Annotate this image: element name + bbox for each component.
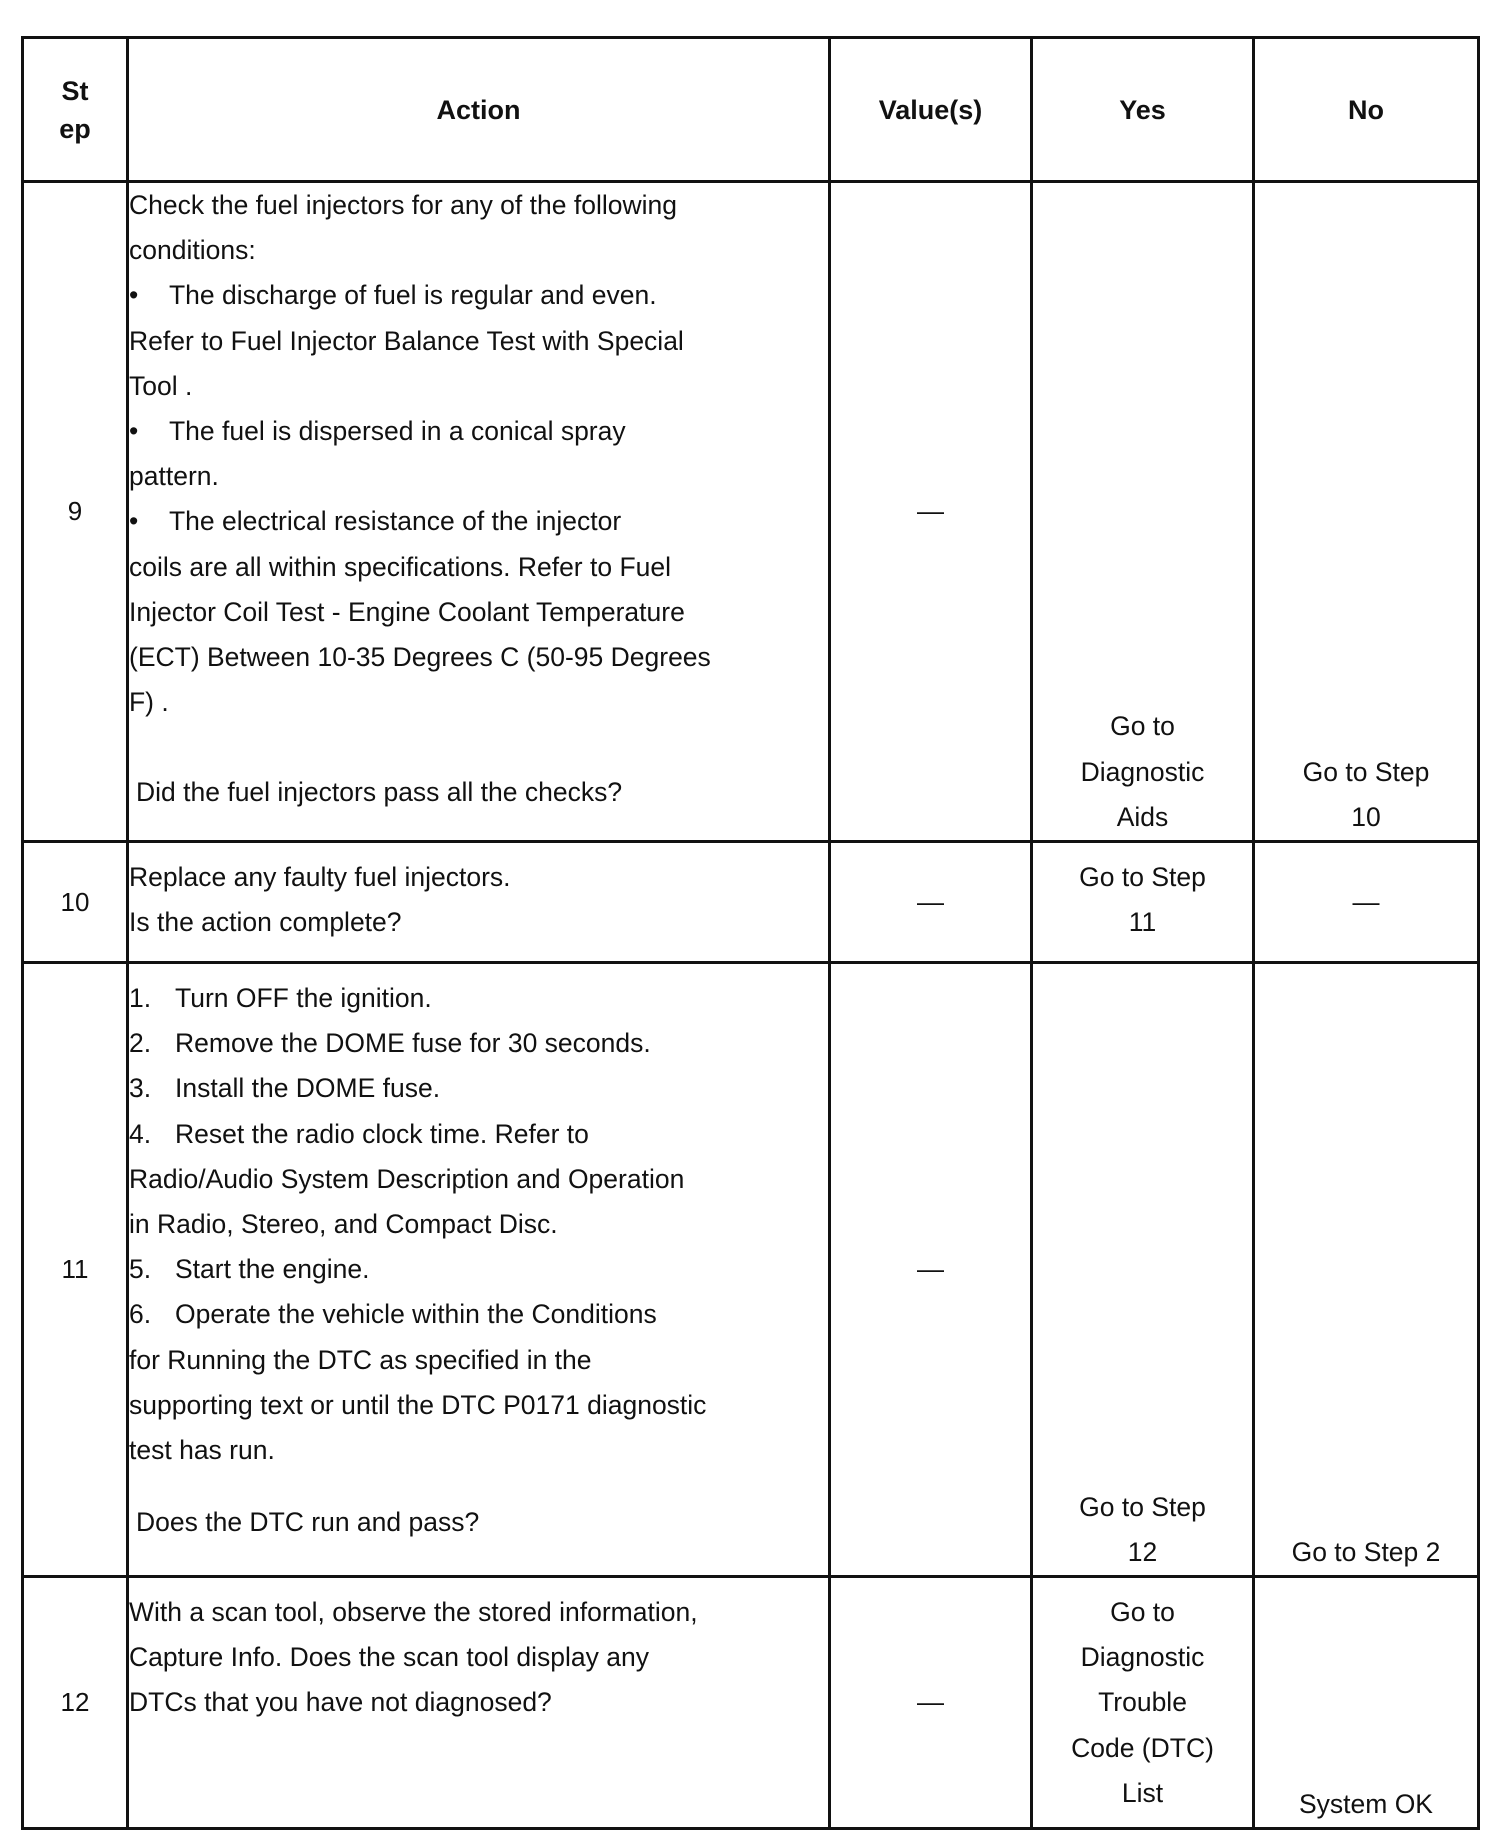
bullet-item: • The electrical resistance of the injector [129,499,828,544]
header-step: St ep [23,38,128,182]
table-row-step-11 [23,963,1479,1577]
header-yes: Yes [1032,38,1254,182]
action-line: for Running the DTC as specified in the [129,1344,592,1375]
action-line: supporting text or until the DTC P0171 diagnostic [129,1389,707,1420]
table-row-step-9 [23,182,1479,842]
no-cell: Go to Step 2 [1254,963,1479,1577]
header-row [23,38,1479,182]
step-number: 9 [23,182,128,842]
header-values: Value(s) [830,38,1032,182]
action-line: test has run. [129,1435,275,1466]
diagnostic-table [21,36,1480,1830]
no-cell: — [1254,842,1479,963]
numbered-item: 1. Turn OFF the ignition. [129,983,432,1013]
action-line: conditions: [129,235,256,266]
table-row-step-12 [23,1577,1479,1829]
no-cell: System OK [1254,1577,1479,1829]
bullet-item: • The fuel is dispersed in a conical spray [129,409,828,454]
action-line: Check the fuel injectors for any of the following [129,190,677,220]
action-line: Tool . [129,370,193,401]
yes-cell: Go to Diagnostic Trouble Code (DTC) List [1032,1577,1254,1829]
value-cell: — [830,182,1032,842]
yes-cell: Go to Step 11 [1032,842,1254,963]
step-number: 10 [23,842,128,963]
yes-cell: Go to Diagnostic Aids [1032,182,1254,842]
action-line: Replace any faulty fuel injectors. [129,862,511,892]
numbered-item: 4. Reset the radio clock time. Refer to [129,1118,589,1149]
bullet-icon: • [129,280,139,311]
value-cell: — [830,1577,1032,1829]
header-no: No [1254,38,1479,182]
yes-cell: Go to Step 12 [1032,963,1254,1577]
action-line: DTCs that you have not diagnosed? [129,1687,552,1718]
step-number: 12 [23,1577,128,1829]
action-cell [128,1577,830,1829]
table-row-step-10 [23,842,1479,963]
action-cell [128,963,830,1577]
action-line: With a scan tool, observe the stored information, [129,1597,698,1627]
action-question: Does the DTC run and pass? [136,1507,480,1538]
action-line: Injector Coil Test - Engine Coolant Temperature [129,596,685,627]
numbered-item: 2. Remove the DOME fuse for 30 seconds. [129,1028,651,1059]
action-line: (ECT) Between 10-35 Degrees C (50-95 Degrees [129,642,711,673]
no-cell: Go to Step 10 [1254,182,1479,842]
action-line: in Radio, Stereo, and Compact Disc. [129,1209,558,1240]
action-cell [128,842,830,963]
numbered-item: 5. Start the engine. [129,1254,370,1285]
action-line: coils are all within specifications. Refer to Fuel [129,551,672,582]
action-line: Capture Info. Does the scan tool display any [129,1642,649,1673]
bullet-item: • The discharge of fuel is regular and even. [129,273,828,318]
value-cell: — [830,963,1032,1577]
bullet-icon: • [129,416,139,447]
bullet-icon: • [129,506,139,537]
step-number: 11 [23,963,128,1577]
value-cell: — [830,842,1032,963]
action-line: F) . [129,687,169,718]
action-cell [128,182,830,842]
action-line: Is the action complete? [129,907,402,938]
action-line: Refer to Fuel Injector Balance Test with Special [129,325,684,356]
numbered-item: 6. Operate the vehicle within the Conditions [129,1299,657,1330]
numbered-item: 3. Install the DOME fuse. [129,1073,441,1104]
action-line: pattern. [129,461,219,492]
header-action: Action [128,38,830,182]
action-question: Did the fuel injectors pass all the checks? [136,777,623,808]
action-line: Radio/Audio System Description and Operation [129,1163,685,1194]
